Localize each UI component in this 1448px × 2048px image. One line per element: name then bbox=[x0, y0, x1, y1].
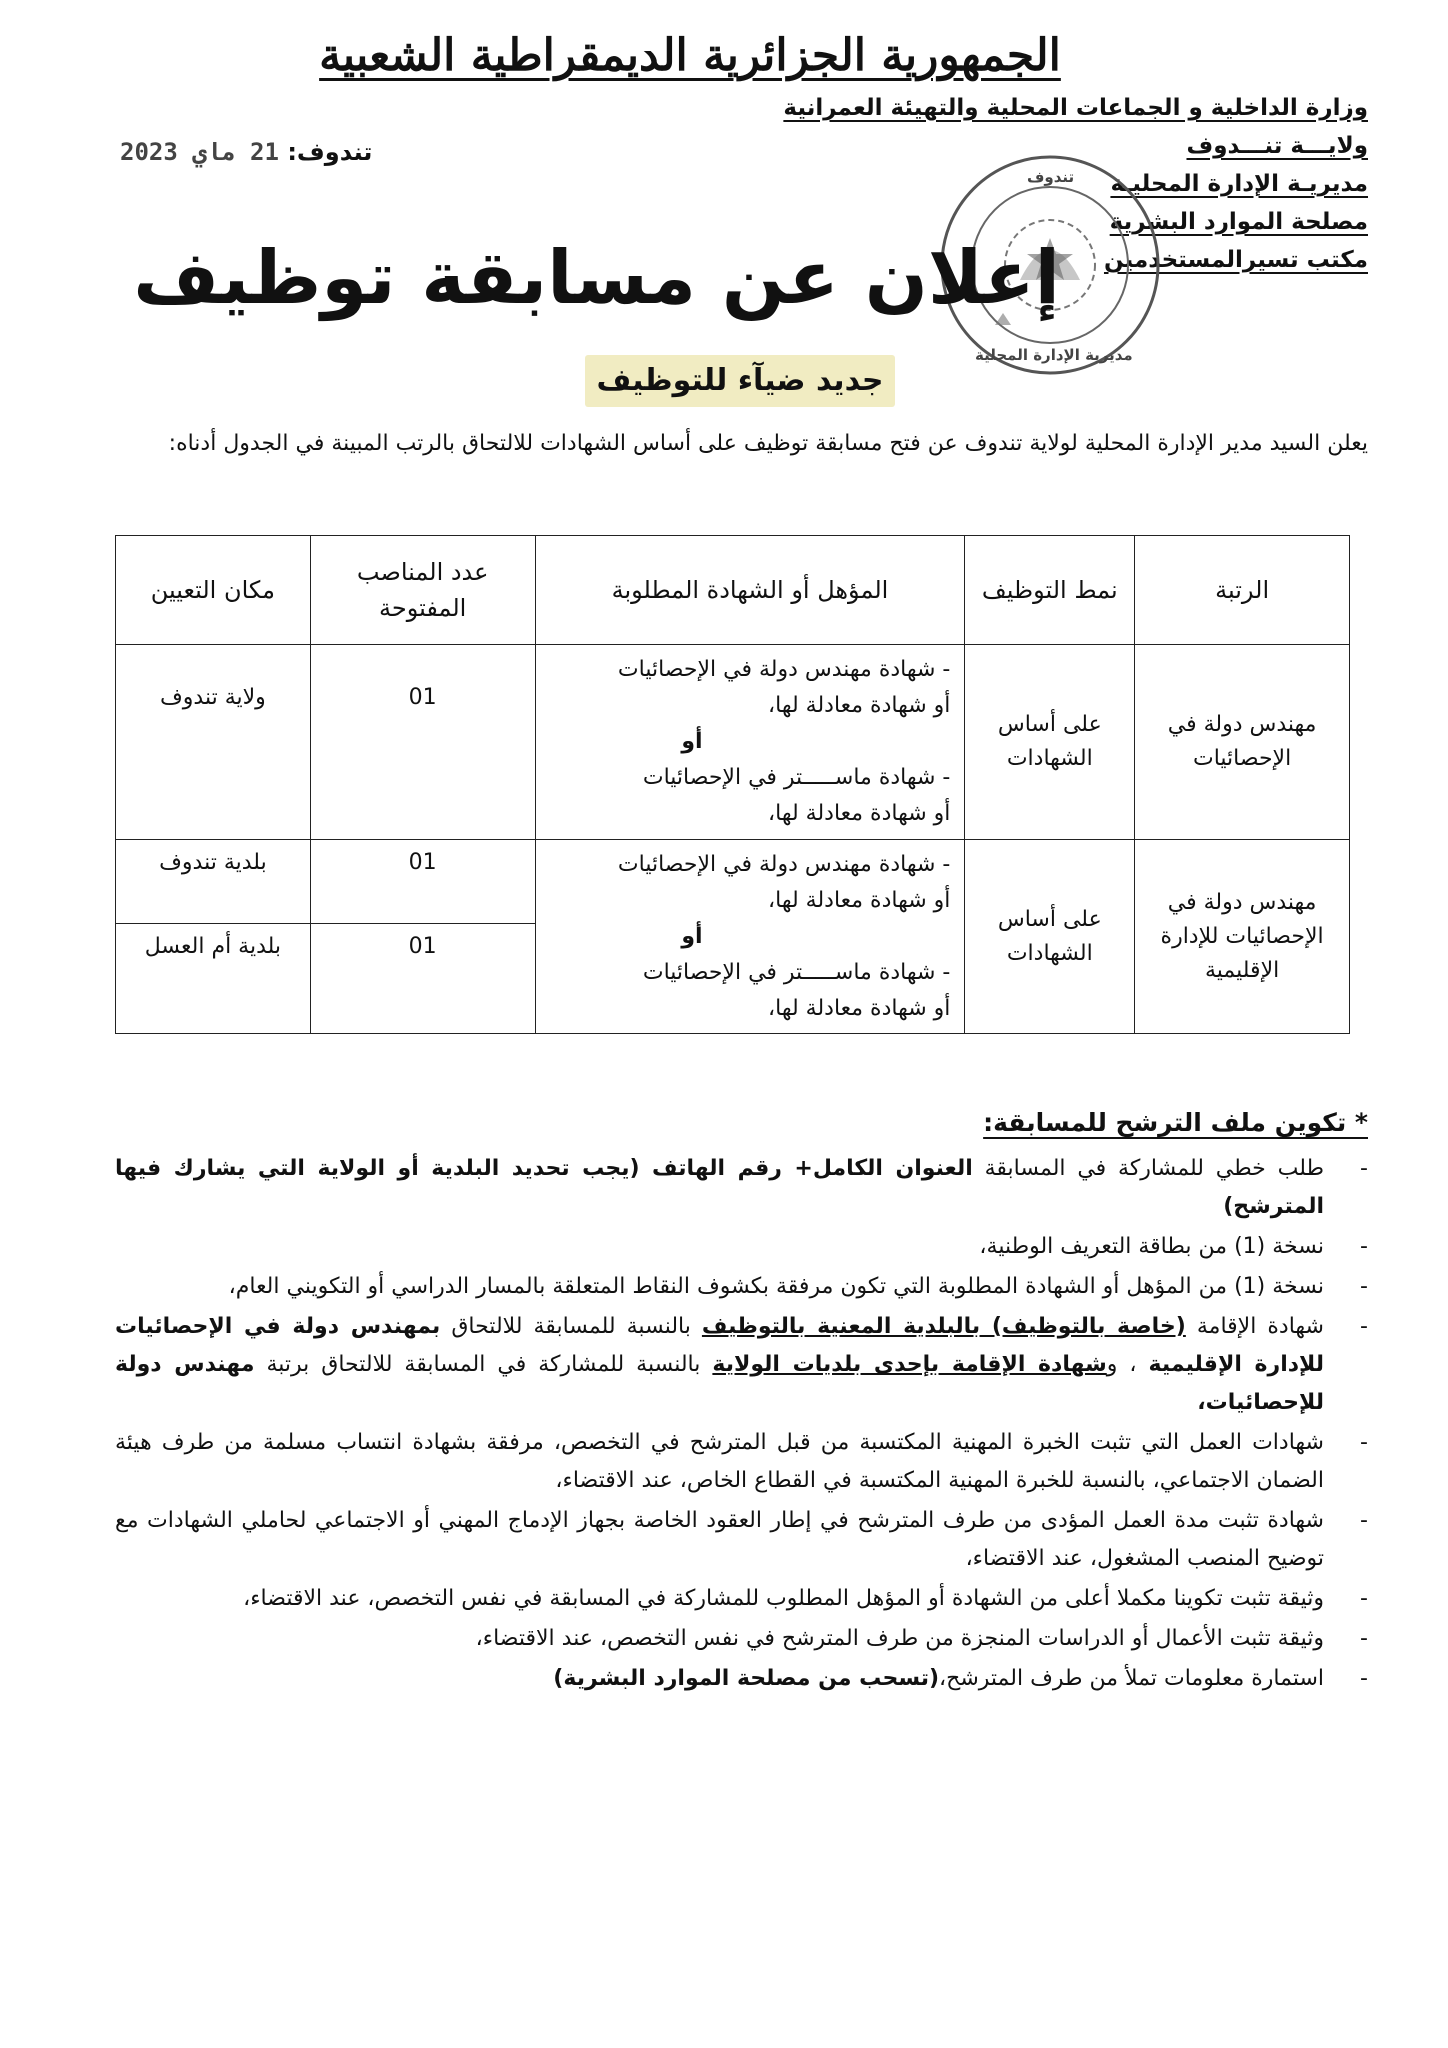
item-text-bold: العنوان الكامل+ رقم الهاتف (يجب تحديد البلدية أو الولاية التي يشارك فيها المترشح) bbox=[115, 1156, 1324, 1219]
office-line: مكتب تسيرالمستخدمين bbox=[1103, 247, 1368, 273]
date-line bbox=[120, 138, 372, 166]
cell-place: بلدية تندوف bbox=[116, 840, 311, 924]
table-row bbox=[116, 840, 1350, 924]
item-text: استمارة معلومات تملأ من طرف المترشح، bbox=[939, 1666, 1324, 1691]
item-text-bold: (خاصة بالتوظيف) بالبلدية المعنية بالتوظيف bbox=[701, 1314, 1186, 1339]
item-text-bold: (تسحب من مصلحة الموارد البشرية) bbox=[553, 1666, 940, 1691]
cell-place: ولاية تندوف bbox=[116, 645, 311, 840]
banner-label: جديد ضيآء للتوظيف bbox=[585, 355, 895, 407]
qualification-line: - شهادة ماســـــتر في الإحصائيات bbox=[642, 959, 951, 985]
list-item bbox=[115, 1150, 1368, 1226]
header-place: مكان التعيين bbox=[116, 536, 311, 645]
qualification-line: - شهادة مهندس دولة في الإحصائيات bbox=[617, 657, 951, 682]
item-text-bold: مهندس دولة للإحصائيات، bbox=[115, 1352, 1324, 1415]
list-item bbox=[115, 1268, 1368, 1306]
cell-posts: 01 bbox=[310, 924, 535, 1034]
table-row bbox=[116, 645, 1350, 840]
qualification-or: أو bbox=[681, 729, 703, 754]
directorate-line: مديريـة الإدارة المحليـة bbox=[1110, 171, 1368, 197]
qualification-line: - شهادة مهندس دولة في الإحصائيات bbox=[617, 851, 951, 877]
item-text: بالنسبة للمسابقة للالتحاق bbox=[440, 1314, 702, 1339]
header-grade: الرتبة bbox=[1135, 536, 1350, 645]
item-text-bold: بمهندس دولة في الإحصائيات للإدارة الإقليمية bbox=[115, 1314, 1324, 1377]
list-item bbox=[115, 1502, 1368, 1578]
positions-table bbox=[115, 535, 1350, 1034]
list-item bbox=[115, 1660, 1368, 1698]
table-header-row bbox=[116, 536, 1350, 645]
cell-mode: على أساس الشهادات bbox=[965, 840, 1135, 1034]
date-place: تندوف: bbox=[287, 138, 373, 166]
cell-posts: 01 bbox=[310, 840, 535, 924]
item-text: وثيقة تثبت تكوينا مكملا أعلى من الشهادة أو المؤهل المطلوب للمشاركة في المسابقة في نفس التخصص، عند الاقتضاء، bbox=[243, 1586, 1324, 1611]
cell-mode: على أساس الشهادات bbox=[965, 645, 1135, 840]
item-text: بالنسبة للمشاركة في المسابقة للالتحاق برتبة bbox=[254, 1352, 713, 1377]
item-text: نسخة (1) من المؤهل أو الشهادة المطلوبة التي تكون مرفقة بكشوف النقاط المتعلقة بالمسار الدراسي أو التكويني العام، bbox=[228, 1274, 1324, 1299]
qualification-line: أو شهادة معادلة لها، bbox=[768, 887, 951, 913]
cell-grade: مهندس دولة في الإحصائيات للإدارة الإقليمية bbox=[1135, 840, 1350, 1034]
cell-grade: مهندس دولة في الإحصائيات bbox=[1135, 645, 1350, 840]
list-item bbox=[115, 1424, 1368, 1500]
qualification-line: - شهادة ماســـــتر في الإحصائيات bbox=[642, 765, 951, 790]
list-item bbox=[115, 1620, 1368, 1658]
intro-paragraph: يعلن السيد مدير الإدارة المحلية لولاية تندوف عن فتح مسابقة توظيف على أساس الشهادات للالتحاق بالرتب المبينة في الجدول أدناه: bbox=[168, 431, 1368, 456]
header-mode: نمط التوظيف bbox=[965, 536, 1135, 645]
stamp-top-text: تندوف bbox=[1027, 168, 1075, 186]
item-text: شهادة تثبت مدة العمل المؤدى من طرف المترشح في إطار العقود الخاصة بجهاز الإدماج المهني أو الاجتماعي لحاملي الشهادات مع توضيح المنصب المشغول، عند الاقتضاء، bbox=[115, 1508, 1324, 1571]
stamp-bottom-text: مديرية الإدارة المحلية bbox=[975, 346, 1133, 364]
list-item bbox=[115, 1308, 1368, 1422]
item-text: ، و bbox=[1106, 1352, 1149, 1377]
item-text: وثيقة تثبت الأعمال أو الدراسات المنجزة من طرف المترشح في نفس التخصص، عند الاقتضاء، bbox=[475, 1626, 1324, 1651]
republic-title: الجمهورية الجزائرية الديمقراطية الشعبية bbox=[319, 30, 1061, 81]
header-qualification: المؤهل أو الشهادة المطلوبة bbox=[535, 536, 965, 645]
qualification-line: أو شهادة معادلة لها، bbox=[768, 801, 951, 826]
item-text: نسخة (1) من بطاقة التعريف الوطنية، bbox=[979, 1234, 1324, 1259]
item-text: شهادات العمل التي تثبت الخبرة المهنية المكتسبة من قبل المترشح في التخصص، مرفقة بشهادة انتساب مسلمة من طرف هيئة الضمان الاجتماعي، بالنسبة للخبرة المهنية المكتسبة في القطاع الخاص، عند الاقتضاء، bbox=[115, 1430, 1324, 1493]
cell-qualification bbox=[535, 645, 965, 840]
announcement-title: إعلان عن مسابقة توظيف bbox=[133, 235, 1060, 321]
cell-qualification bbox=[535, 840, 965, 1034]
item-text: طلب خطي للمشاركة في المسابقة bbox=[972, 1156, 1324, 1181]
date-value: 21 ماي 2023 bbox=[120, 138, 279, 166]
list-item bbox=[115, 1580, 1368, 1618]
qualification-line: أو شهادة معادلة لها، bbox=[768, 693, 951, 718]
wilaya-line: ولايـــة تنـــدوف bbox=[1186, 133, 1368, 159]
list-item bbox=[115, 1228, 1368, 1266]
header-posts: عدد المناصب المفتوحة bbox=[310, 536, 535, 645]
item-text-bold: شهادة الإقامة بإحدى بلديات الولاية bbox=[712, 1352, 1107, 1377]
requirements-list bbox=[115, 1150, 1368, 1700]
item-text: شهادة الإقامة bbox=[1185, 1314, 1324, 1339]
qualification-or: أو bbox=[681, 923, 703, 949]
cell-place: بلدية أم العسل bbox=[116, 924, 311, 1034]
qualification-line: أو شهادة معادلة لها، bbox=[768, 995, 951, 1021]
service-line: مصلحة الموارد البشرية bbox=[1109, 209, 1368, 235]
ministry-line: وزارة الداخلية و الجماعات المحلية والتهيئة العمرانية bbox=[783, 95, 1368, 121]
cell-posts: 01 bbox=[310, 645, 535, 840]
section-title: * تكوين ملف الترشح للمسابقة: bbox=[983, 1108, 1368, 1137]
